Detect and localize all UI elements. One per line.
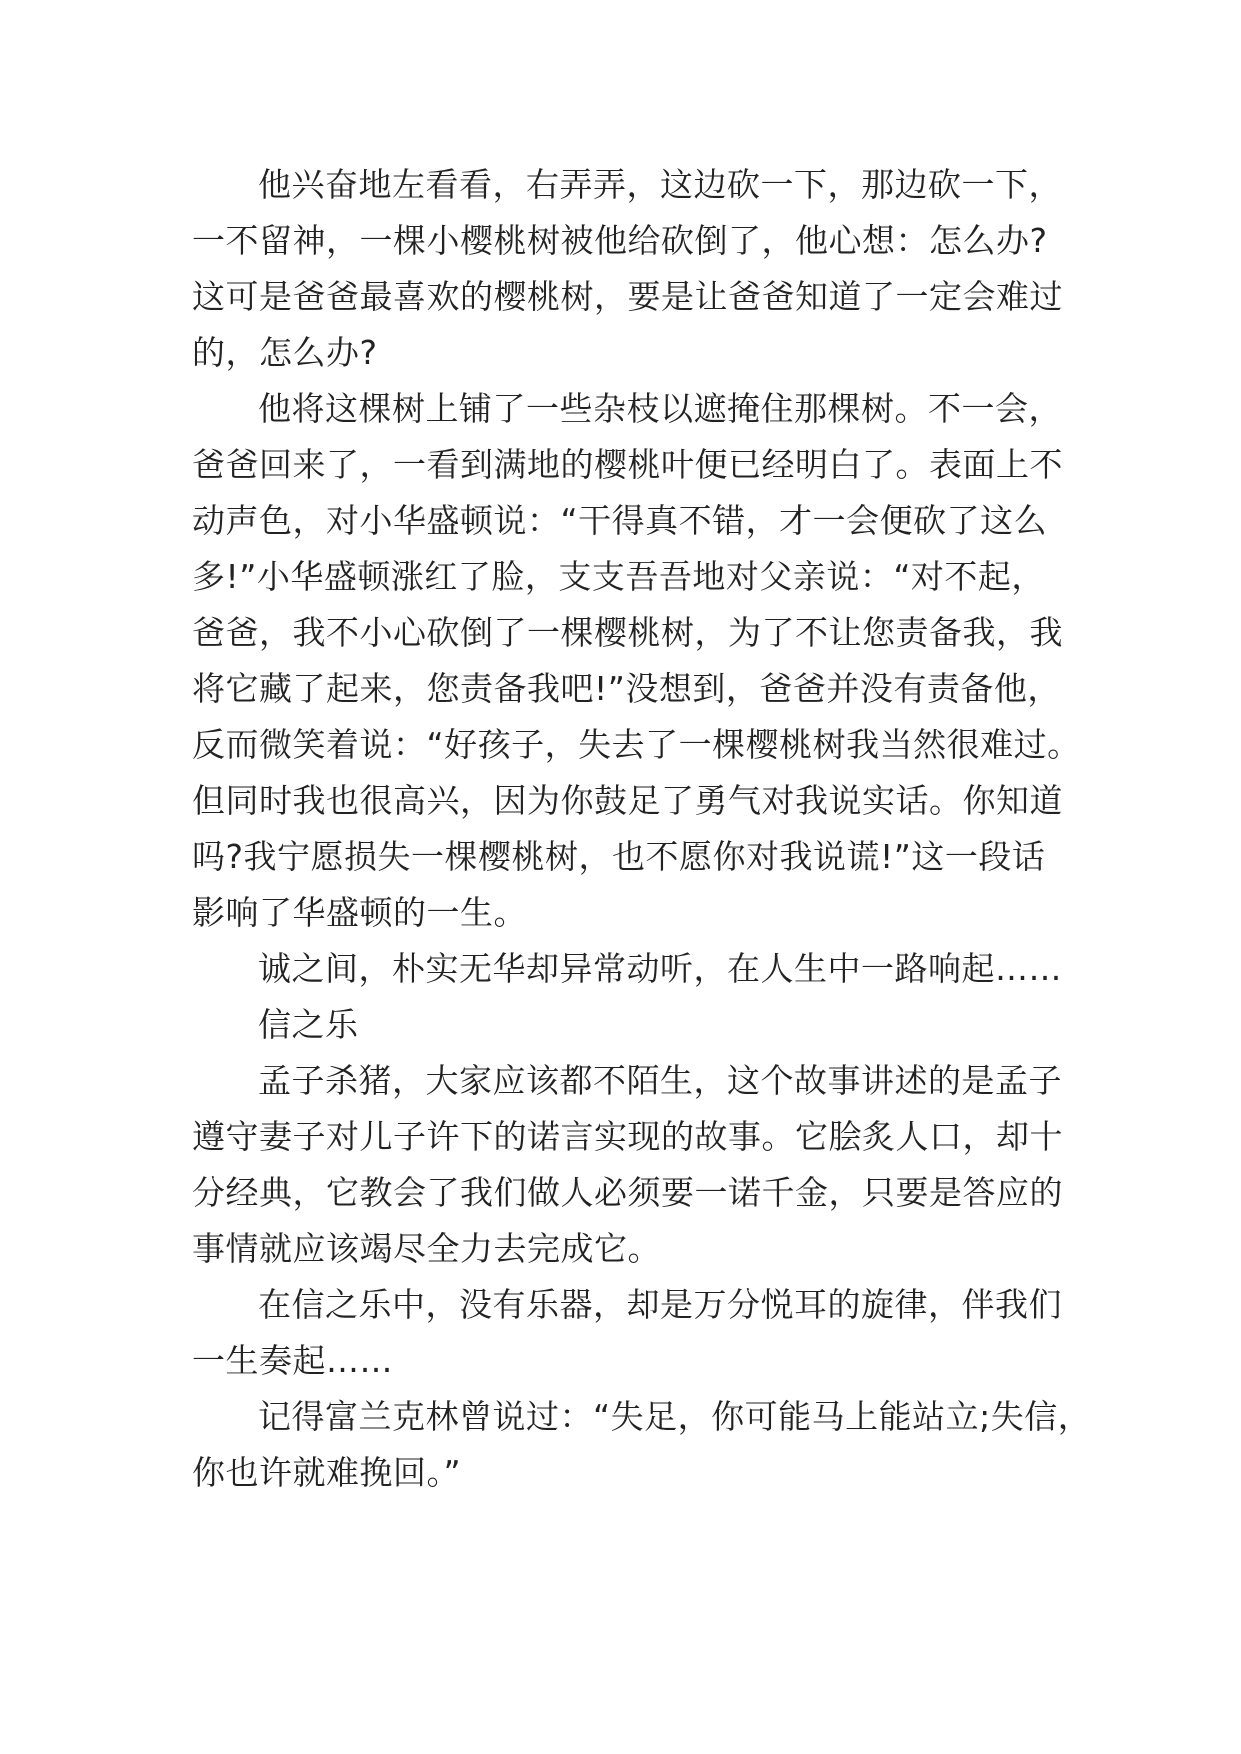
text-line: 分经典，它教会了我们做人必须要一诺千金，只要是答应的 <box>192 1173 1063 1212</box>
text-line: 你也许就难挽回。” <box>192 1453 462 1492</box>
text-line: 爸爸回来了，一看到满地的樱桃叶便已经明白了。表面上不 <box>192 445 1063 484</box>
text-line: 诚之间，朴实无华却异常动听，在人生中一路响起…… <box>258 949 1062 988</box>
text-line: 这可是爸爸最喜欢的樱桃树，要是让爸爸知道了一定会难过 <box>192 277 1063 316</box>
text-line: 一不留神，一棵小樱桃树被他给砍倒了，他心想：怎么办? <box>192 221 1048 260</box>
text-line: 一生奏起…… <box>192 1341 393 1380</box>
text-line: 他兴奋地左看看，右弄弄，这边砍一下，那边砍一下， <box>258 165 1062 204</box>
text-line: 遵守妻子对儿子许下的诺言实现的故事。它脍炙人口，却十 <box>192 1117 1063 1156</box>
text-line: 记得富兰克林曾说过：“失足，你可能马上能站立;失信， <box>258 1397 1092 1436</box>
text-line: 事情就应该竭尽全力去完成它。 <box>192 1229 661 1268</box>
text-line: 他将这棵树上铺了一些杂枝以遮掩住那棵树。不一会， <box>258 389 1062 428</box>
text-line: 多!”小华盛顿涨红了脸，支支吾吾地对父亲说：“对不起， <box>192 557 1045 596</box>
text-line: 反而微笑着说：“好孩子，失去了一棵樱桃树我当然很难过。 <box>192 725 1081 764</box>
text-line: 影响了华盛顿的一生。 <box>192 893 527 932</box>
text-line: 但同时我也很高兴，因为你鼓足了勇气对我说实话。你知道 <box>192 781 1063 820</box>
text-line: 爸爸，我不小心砍倒了一棵樱桃树，为了不让您责备我，我 <box>192 613 1063 652</box>
text-line: 的，怎么办? <box>192 333 378 372</box>
text-line: 动声色，对小华盛顿说：“干得真不错，才一会便砍了这么 <box>192 501 1048 540</box>
text-line: 将它藏了起来，您责备我吧!”没想到，爸爸并没有责备他， <box>192 669 1061 708</box>
text-line: 在信之乐中，没有乐器，却是万分悦耳的旋律，伴我们 <box>258 1285 1062 1324</box>
text-line: 吗?我宁愿损失一棵樱桃树，也不愿你对我说谎!”这一段话 <box>192 837 1046 876</box>
section-heading: 信之乐 <box>258 1005 359 1044</box>
text-line: 孟子杀猪，大家应该都不陌生，这个故事讲述的是孟子 <box>258 1061 1062 1100</box>
